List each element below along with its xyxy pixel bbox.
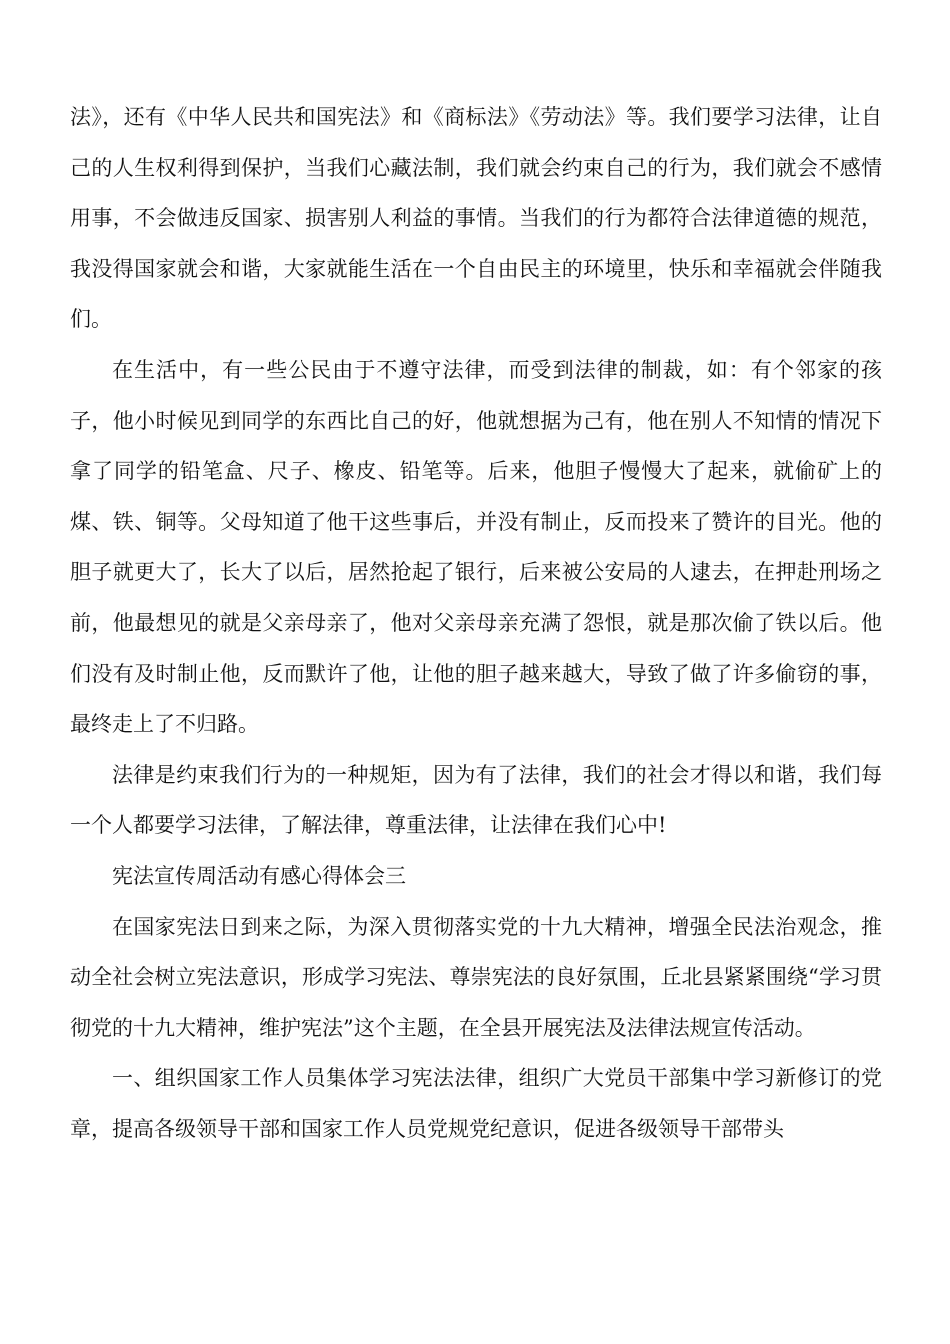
paragraph-intro: 在国家宪法日到来之际，为深入贯彻落实党的十九大精神，增强全民法治观念，推动全社会树立宪法意识，形成学习宪法、尊崇宪法的良好氛围，丘北县紧紧围绕“学习贯彻党的十九大精神，维护宪法”这个主题，在全县开展宪法及法律法规宣传活动。 [70,914,882,1040]
paragraph-conclusion: 法律是约束我们行为的一种规矩，因为有了法律，我们的社会才得以和谐，我们每一个人都要学习法律，了解法律，尊重法律，让法律在我们心中! [70,762,882,838]
paragraph-continuation: 法》，还有《中华人民共和国宪法》和《商标法》《劳动法》等。我们要学习法律，让自己的人生权利得到保护，当我们心藏法制，我们就会约束自己的行为，我们就会不感情用事，不会做违反国家、损害别人利益的事情。当我们的行为都符合法律道德的规范，我没得国家就会和谐，大家就能生活在一个自由民主的环境里，快乐和幸福就会伴随我们。 [70,105,882,332]
section-heading: 宪法宣传周活动有感心得体会三 [112,863,406,888]
paragraph-item-one: 一、组织国家工作人员集体学习宪法法律，组织广大党员干部集中学习新修订的党章，提高各级领导干部和国家工作人员党规党纪意识，促进各级领导干部带头 [70,1066,882,1141]
document-page [70,92,882,1154]
paragraph-example-story: 在生活中，有一些公民由于不遵守法律，而受到法律的制裁，如：有个邻家的孩子，他小时候见到同学的东西比自己的好，他就想据为己有，他在别人不知情的情况下拿了同学的铅笔盒、尺子、橡皮、铅笔等。后来，他胆子慢慢大了起来，就偷矿上的煤、铁、铜等。父母知道了他干这些事后，并没有制止，反而投来了赞许的目光。他的胆子就更大了，长大了以后，居然抢起了银行，后来被公安局的人逮去，在押赴刑场之前，他最想见的就是父亲母亲了，他对父亲母亲充满了怨恨，就是那次偷了铁以后。他们没有及时制止他，反而默许了他，让他的胆子越来越大，导致了做了许多偷窃的事，最终走上了不归路。 [70,357,882,737]
